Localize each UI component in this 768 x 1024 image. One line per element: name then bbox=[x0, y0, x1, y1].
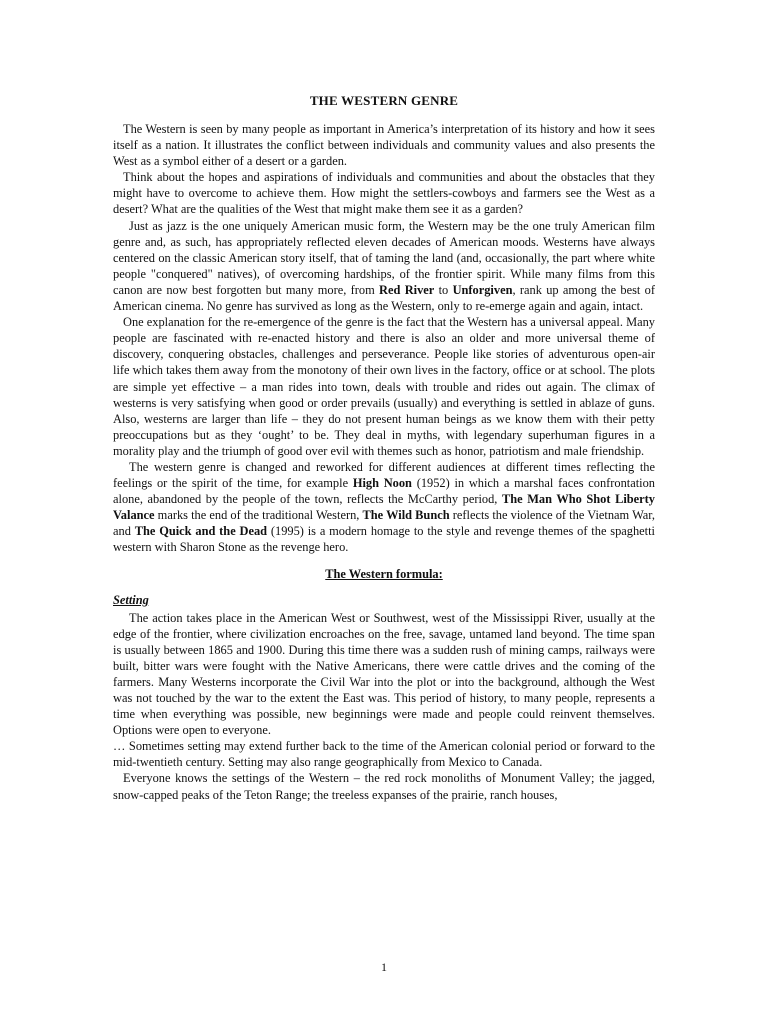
section-heading-western-formula: The Western formula: bbox=[325, 566, 443, 581]
page-number: 1 bbox=[381, 960, 387, 974]
document-title: THE WESTERN GENRE bbox=[309, 93, 459, 108]
paragraph-3 bbox=[113, 218, 655, 315]
paragraph-5-text-i: (1995) is a modern homage to the style and revenge themes of the spaghetti western with Sharon Stone as the revenge hero. bbox=[113, 524, 655, 555]
paragraph-1: The Western is seen by many people as important in America’s interpretation of its history and how it sees itself as a nation. It illustrates the conflict between individuals and community values and also presents the West as a symbol either of a desert or a garden. bbox=[113, 122, 655, 169]
paragraph-5-text-e: marks the end of the traditional Western, bbox=[154, 508, 363, 523]
paragraph-7: … Sometimes setting may extend further back to the time of the American colonial period or forward to the mid-twentieth century. Setting may also range geographically from Mexico to Canada. bbox=[113, 739, 655, 770]
film-title-liberty-valance: The Man Who Shot Liberty Valance bbox=[113, 492, 655, 523]
paragraph-3-text-e: , rank up among the best of American cinema. No genre has survived as long as the Western, only to re-emerge again and again, intact. bbox=[113, 282, 656, 314]
paragraph-6: The action takes place in the American West or Southwest, west of the Mississippi River, usually at the edge of the frontier, where civilization encroaches on the free, savage, untamed land beyond. The time span is usually between 1865 and 1900. During this time there was a sudden rush of mining camps, railways were built, bitter wars were fought with the Native Americans, there were cattle drives and the coming of the farmers. Many Westerns incorporate the Civil War into the plot or into the background, although the West was not touched by the war to the extent the East was. This period of history, to many people, represents a time when everything was possible, new beginnings were made and people could reinvent themselves. Options were open to everyone. bbox=[113, 610, 655, 738]
paragraph-5-text-g: reflects the violence of the Vietnam War, and bbox=[113, 508, 656, 539]
paragraph-4: One explanation for the re-emergence of the genre is the fact that the Western has a universal appeal. Many people are fascinated with re-enacted history and there is also an older and more universal theme of discovery, conquering obstacles, challenges and perseverance. People like stories of adventurous open-air life which takes them away from the monotony of their own lives in the factory, office or at school. The plots are simple yet effective – a man rides into town, deals with trouble and rides out again. The climax of westerns is very satisfying when good or order prevails (usually) and everything is settled in ablaze of guns. Also, westerns are larger than life – they do not present human beings as we know them with their petty preoccupations but as they ‘ought’ to be. They deal in myths, with legendary superhuman figures in a morality play and the triumph of good over evil with themes such as honor, patriotism and male friendship. bbox=[113, 315, 655, 458]
paragraph-3-text-a: Just as jazz is the one uniquely American music form, the Western may be the one truly American film genre and, as such, has appropriately reflected eleven decades of American moods. Westerns have always centered on the classic American story itself, that of taming the land (and, occasionally, the part where white people "conquered" natives), of overcoming hardships, of the frontier spirit. While many films from this canon are now best forgotten but many more, from bbox=[113, 218, 655, 297]
paragraph-8: Everyone knows the settings of the Western – the red rock monoliths of Monument Valley; the jagged, snow-capped peaks of the Teton Range; the treeless expanses of the prairie, ranch houses, bbox=[113, 771, 655, 802]
film-title-high-noon: High Noon bbox=[352, 476, 412, 491]
film-title-wild-bunch: The Wild Bunch bbox=[362, 508, 450, 523]
paragraph-5-text-c: (1952) in which a marshal faces confrontation alone, abandoned by the people of the town, reflects the McCarthy period, bbox=[113, 476, 655, 507]
paragraph-5 bbox=[113, 459, 655, 556]
paragraph-3-text-c: to bbox=[434, 282, 453, 297]
film-title-quick-and-dead: The Quick and the Dead bbox=[134, 524, 268, 539]
paragraph-2: Think about the hopes and aspirations of individuals and communities and about the obstacles that they might have to overcome to achieve them. How might the settlers-cowboys and farmers see the West as a desert? What are the qualities of the West that might make them see it as a garden? bbox=[113, 170, 655, 217]
subsection-heading-setting: Setting bbox=[113, 592, 149, 607]
film-title-unforgiven: Unforgiven bbox=[452, 282, 513, 297]
paragraph-5-text-a: The western genre is changed and reworked for different audiences at different times reflecting the feelings or the spirit of the time, for example bbox=[113, 459, 655, 491]
film-title-red-river: Red River bbox=[379, 282, 435, 297]
document-page bbox=[113, 93, 655, 803]
